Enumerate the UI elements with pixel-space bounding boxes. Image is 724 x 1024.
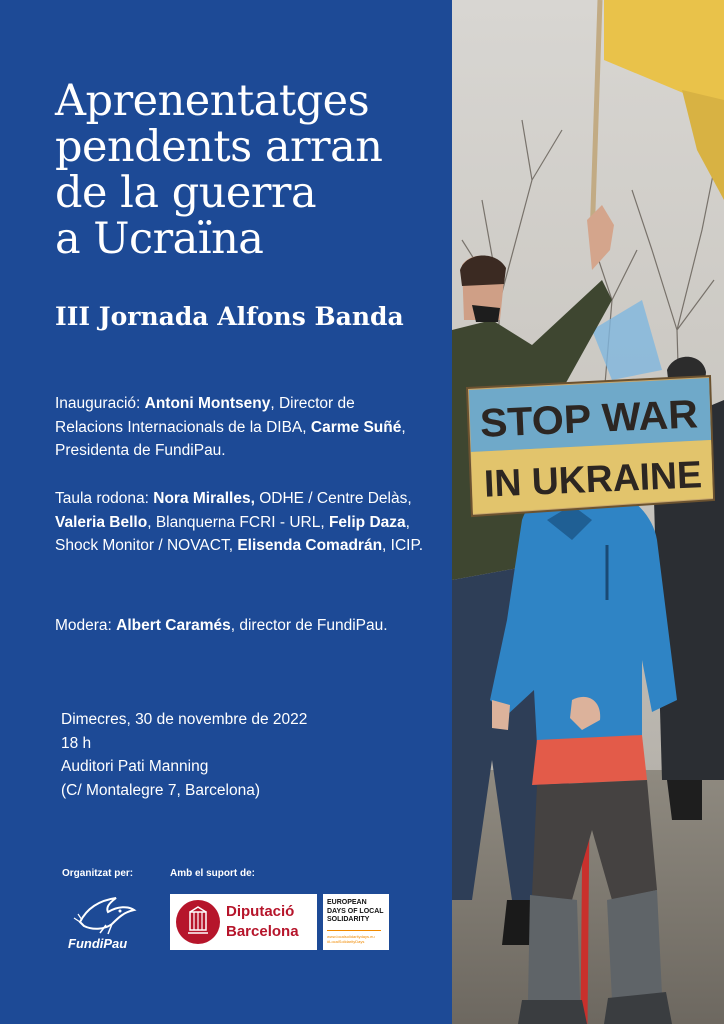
- speaker-role: , Presidenta de FundiPau.: [55, 418, 406, 459]
- panelist-affiliation: , Shock Monitor / NOVACT,: [55, 513, 410, 554]
- moderator-name: Albert Caramés: [116, 617, 231, 634]
- sign-line-1: STOP WAR: [479, 392, 693, 446]
- title-line: a Ucraïna: [55, 214, 264, 264]
- title-line: Aprenentatges: [55, 76, 370, 126]
- event-date: Dimecres, 30 de novembre de 2022: [61, 711, 308, 728]
- fundipau-name: FundiPau: [68, 936, 128, 951]
- edls-hashtag: #LocalSolidarityDays: [327, 939, 365, 944]
- event-venue: Auditori Pati Manning: [61, 758, 209, 775]
- organized-by-label: Organitzat per:: [62, 868, 134, 879]
- edls-divider: [327, 930, 381, 931]
- sign-line-2: IN UKRAINE: [483, 454, 707, 506]
- edls-website: [327, 934, 387, 944]
- poster-subtitle: III Jornada Alfons Banda: [55, 302, 404, 331]
- speaker-role: , Director de Relacions Internacionals de la DIBA,: [55, 395, 355, 436]
- protest-photo: [452, 0, 724, 1024]
- title-line: de la guerra: [55, 168, 317, 218]
- panelist-name: Valeria Bello: [55, 513, 148, 531]
- diputacio-name-line2: Barcelona: [226, 923, 299, 940]
- title-line: pendents arran: [55, 122, 383, 172]
- round-table-label: Taula rodona:: [55, 490, 154, 507]
- moderator-block: [55, 614, 425, 638]
- event-details: [61, 708, 431, 802]
- protest-photo-illustration: [452, 0, 724, 1024]
- round-table-block: [55, 487, 425, 558]
- fundipau-logo: [62, 892, 152, 957]
- panelist-name: Nora Miralles,: [153, 490, 255, 507]
- stop-war-sign: [467, 376, 714, 516]
- european-days-local-solidarity-logo: [323, 894, 389, 950]
- poster-title: [55, 78, 445, 262]
- speaker-name: Antoni Montseny: [144, 395, 271, 412]
- dove-icon: [62, 892, 152, 937]
- event-time: 18 h: [61, 734, 92, 752]
- diputacio-logo: [170, 894, 317, 950]
- support-label: Amb el suport de:: [170, 868, 256, 879]
- edls-url: www.localsolidaritydays.eu: [327, 934, 375, 939]
- edls-title: EUROPEAN DAYS OF LOCAL SOLIDARITY: [327, 899, 384, 923]
- inauguration-label: Inauguració:: [55, 395, 145, 412]
- moderator-label: Modera:: [55, 617, 117, 634]
- speaker-name: Carme Suñé: [310, 418, 402, 436]
- panelist-affiliation: , Blanquerna FCRI - URL,: [147, 513, 329, 531]
- diputacio-name-line1: Diputació: [226, 903, 295, 920]
- event-address: (C/ Montalegre 7, Barcelona): [61, 781, 261, 799]
- inauguration-block: [55, 392, 425, 463]
- panelist-affiliation: ODHE / Centre Delàs,: [254, 490, 412, 507]
- diputacio-seal-icon: [176, 900, 220, 944]
- panelist-affiliation: , ICIP.: [382, 537, 424, 554]
- panelist-name: Elisenda Comadrán: [237, 537, 383, 554]
- moderator-role: , director de FundiPau.: [230, 617, 388, 634]
- panelist-name: Felip Daza: [328, 513, 406, 531]
